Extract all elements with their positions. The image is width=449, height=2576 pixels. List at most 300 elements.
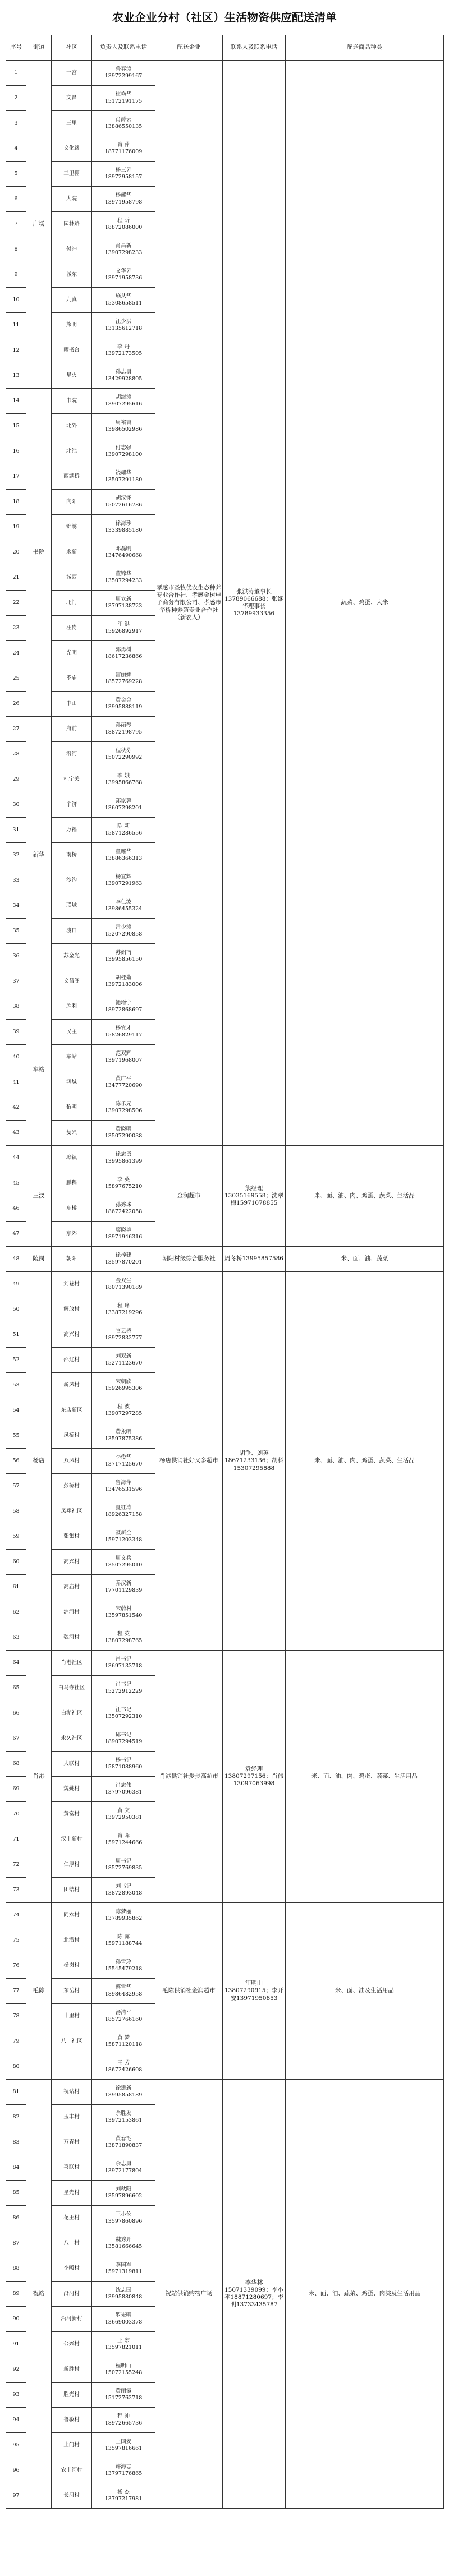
- contact-person-cell: [92, 1423, 155, 1449]
- contact-person-cell: [92, 2357, 155, 2383]
- contact-person-cell: [92, 919, 155, 944]
- community-name: 熊明: [52, 313, 92, 338]
- row-number: 90: [6, 2307, 26, 2332]
- person-phone: 15971203348: [104, 1537, 143, 1543]
- row-number: 34: [6, 893, 26, 919]
- community-name: 西湖桥: [52, 464, 92, 490]
- community-name: 沙沟: [52, 868, 92, 893]
- community-name: 宇济: [52, 792, 92, 818]
- row-number: 77: [6, 1979, 26, 2004]
- person-phone: 13597821011: [104, 2344, 143, 2351]
- person-phone: 18617236866: [104, 653, 143, 660]
- contact-person-cell: [92, 1449, 155, 1474]
- row-number: 30: [6, 792, 26, 818]
- person-name: 王 芳: [117, 2060, 130, 2067]
- row-number: 27: [6, 717, 26, 742]
- person-phone: 13797217981: [104, 2496, 143, 2502]
- row-number: 89: [6, 2282, 26, 2307]
- person-phone: 13507291180: [104, 477, 143, 483]
- contact-person-cell: [92, 1651, 155, 1676]
- person-name: 黄春毛: [115, 2136, 132, 2142]
- community-name: 汪岗: [52, 616, 92, 641]
- person-phone: 13986502986: [104, 426, 143, 432]
- community-name: 祝站村: [52, 2080, 92, 2105]
- row-number: 43: [6, 1121, 26, 1146]
- community-name: 胜利: [52, 994, 92, 1020]
- person-phone: 15172191175: [104, 98, 143, 104]
- community-name: 泸河村: [52, 1600, 92, 1625]
- row-number: 31: [6, 818, 26, 843]
- row-number: 69: [6, 1777, 26, 1802]
- row-number: 41: [6, 1070, 26, 1095]
- row-number: 14: [6, 389, 26, 414]
- person-phone: 13907297285: [104, 1411, 143, 1417]
- table-row: [6, 61, 444, 86]
- community-name: 魏河村: [52, 1625, 92, 1651]
- community-name: 沿河: [52, 742, 92, 767]
- goods-types: 米、面、油、肉、鸡蛋、蔬菜、生活品: [286, 1272, 444, 1651]
- row-number: 5: [6, 162, 26, 187]
- person-phone: 13972183006: [104, 981, 143, 988]
- contact-person-cell: [92, 2458, 155, 2483]
- row-number: 92: [6, 2357, 26, 2383]
- community-name: 沿河新村: [52, 2307, 92, 2332]
- contact-person-cell: [92, 1878, 155, 1903]
- contact-person-cell: [92, 2408, 155, 2433]
- contact-person-cell: [92, 742, 155, 767]
- contact-person-cell: [92, 1575, 155, 1600]
- person-phone: 13995861399: [104, 1158, 143, 1164]
- person-name: 肖昌新: [115, 243, 132, 250]
- person-name: 李仁波: [115, 899, 132, 906]
- row-number: 48: [6, 1247, 26, 1272]
- table-row: [6, 1247, 444, 1272]
- row-number: 83: [6, 2130, 26, 2155]
- person-phone: 15971188744: [104, 1941, 143, 1947]
- community-name: 季庙: [52, 666, 92, 692]
- community-name: 车站: [52, 1045, 92, 1070]
- person-name: 雷丽娜: [115, 672, 132, 679]
- row-number: 75: [6, 1928, 26, 1953]
- contact-person-cell: [92, 464, 155, 490]
- person-name: 黄 文: [117, 1808, 130, 1814]
- contact-person-cell: [92, 363, 155, 389]
- contact-person-cell: [92, 162, 155, 187]
- person-phone: 15545479218: [104, 1966, 143, 1972]
- community-name: 晒书台: [52, 338, 92, 363]
- enterprise-contact: 袁经理13807297156；肖伟13097063998: [223, 1651, 286, 1903]
- person-phone: 18672422058: [104, 1209, 143, 1215]
- contact-person-cell: [92, 262, 155, 288]
- contact-person-cell: [92, 1903, 155, 1928]
- row-number: 68: [6, 1752, 26, 1777]
- community-name: 八一村: [52, 2231, 92, 2256]
- community-name: 城东: [52, 262, 92, 288]
- person-name: 聂新全: [115, 1530, 132, 1537]
- person-name: 官云桥: [115, 1328, 132, 1335]
- row-number: 35: [6, 919, 26, 944]
- row-number: 49: [6, 1272, 26, 1297]
- contact-person-cell: [92, 1095, 155, 1121]
- community-name: 中山: [52, 692, 92, 717]
- contact-person-cell: [92, 1852, 155, 1878]
- person-name: 范双辉: [115, 1050, 132, 1057]
- row-number: 94: [6, 2408, 26, 2433]
- row-number: 4: [6, 136, 26, 162]
- person-phone: 13972177804: [104, 2168, 143, 2174]
- person-name: 孙秀珠: [115, 1202, 132, 1209]
- row-number: 52: [6, 1348, 26, 1373]
- contact-person-cell: [92, 717, 155, 742]
- community-name: 张集村: [52, 1524, 92, 1550]
- row-number: 45: [6, 1171, 26, 1196]
- contact-person-cell: [92, 1272, 155, 1297]
- row-number: 19: [6, 515, 26, 540]
- person-phone: 13971958798: [104, 199, 143, 205]
- person-phone: 18872086000: [104, 224, 143, 231]
- person-phone: 13907291963: [104, 881, 143, 887]
- person-phone: 13886550135: [104, 123, 143, 130]
- community-name: 土门村: [52, 2433, 92, 2458]
- community-name: 解放村: [52, 1297, 92, 1322]
- contact-person-cell: [92, 1953, 155, 1979]
- person-name: 程 英: [117, 1631, 130, 1638]
- community-name: 府前: [52, 717, 92, 742]
- row-number: 37: [6, 969, 26, 994]
- contact-person-cell: [92, 313, 155, 338]
- street-name: 新华: [26, 717, 52, 994]
- person-phone: 13477720690: [104, 1082, 143, 1089]
- table-row: [6, 1146, 444, 1171]
- community-name: 向阳: [52, 490, 92, 515]
- person-name: 孙志勇: [115, 369, 132, 376]
- person-name: 杨耀华: [115, 192, 132, 199]
- person-phone: 13789935862: [104, 1915, 143, 1921]
- table-row: [6, 2080, 444, 2105]
- community-name: 北外: [52, 414, 92, 439]
- contact-person-cell: [92, 1045, 155, 1070]
- contact-person-cell: [92, 893, 155, 919]
- community-name: 农丰河村: [52, 2458, 92, 2483]
- row-number: 50: [6, 1297, 26, 1322]
- goods-types: 米、面、油及生活用品: [286, 1903, 444, 2080]
- community-name: 东岳村: [52, 1979, 92, 2004]
- community-name: 新胜村: [52, 2357, 92, 2383]
- person-name: 陈梦丽: [115, 1909, 132, 1915]
- person-name: 刘双新: [115, 1353, 132, 1360]
- contact-person-cell: [92, 1247, 155, 1272]
- supply-table: [6, 35, 444, 2509]
- person-name: 乔汉新: [115, 1580, 132, 1587]
- row-number: 58: [6, 1499, 26, 1524]
- row-number: 21: [6, 565, 26, 591]
- person-name: 夏红涛: [115, 1505, 132, 1512]
- person-name: 黄 梦: [117, 2035, 130, 2042]
- row-number: 64: [6, 1651, 26, 1676]
- contact-person-cell: [92, 1297, 155, 1322]
- contact-person-cell: [92, 616, 155, 641]
- street-name: 书院: [26, 389, 52, 717]
- row-number: 10: [6, 288, 26, 313]
- person-name: 王 宏: [117, 2338, 130, 2344]
- person-name: 董锦华: [115, 571, 132, 578]
- enterprise-contact: 胡争、刘英18671233136；胡科15307295888: [223, 1272, 286, 1651]
- person-name: 肖书记: [115, 1656, 132, 1663]
- community-name: 朝阳: [52, 1247, 92, 1272]
- community-name: 同欢村: [52, 1903, 92, 1928]
- person-name: 陈 露: [117, 1934, 130, 1941]
- person-phone: 13476490668: [104, 552, 143, 559]
- person-name: 余胜发: [115, 2110, 132, 2117]
- community-name: 永久社区: [52, 1726, 92, 1752]
- person-name: 程 波: [117, 1404, 130, 1411]
- street-name: 毛陈: [26, 1903, 52, 2080]
- row-number: 81: [6, 2080, 26, 2105]
- row-number: 40: [6, 1045, 26, 1070]
- person-phone: 13907298100: [104, 451, 143, 458]
- person-phone: 13597860896: [104, 2218, 143, 2224]
- row-number: 51: [6, 1322, 26, 1348]
- community-name: 城西: [52, 565, 92, 591]
- person-phone: 15072616786: [104, 502, 143, 508]
- row-number: 73: [6, 1878, 26, 1903]
- contact-person-cell: [92, 1020, 155, 1045]
- person-phone: 13971968007: [104, 1057, 143, 1063]
- contact-person-cell: [92, 843, 155, 868]
- contact-person-cell: [92, 2383, 155, 2408]
- person-phone: 18926327158: [104, 1512, 143, 1518]
- contact-person-cell: [92, 1196, 155, 1222]
- contact-person-cell: [92, 2433, 155, 2458]
- person-name: 胡桂菊: [115, 975, 132, 981]
- contact-person-cell: [92, 2155, 155, 2181]
- person-name: 胡海涛: [115, 394, 132, 401]
- person-phone: 18872198795: [104, 729, 143, 735]
- person-phone: 15172762718: [104, 2395, 143, 2401]
- person-name: 李 英: [117, 1177, 130, 1183]
- row-number: 86: [6, 2206, 26, 2231]
- community-name: 高兴村: [52, 1550, 92, 1575]
- community-name: 大院: [52, 187, 92, 212]
- header-row: [6, 35, 444, 61]
- table-row: [6, 1272, 444, 1297]
- person-name: 肖 晖: [117, 1833, 130, 1840]
- row-number: 59: [6, 1524, 26, 1550]
- street-name: 祝站: [26, 2080, 52, 2509]
- person-name: 徐建新: [115, 2085, 132, 2092]
- person-phone: 13717125670: [104, 1461, 143, 1467]
- person-name: 陈 莉: [117, 823, 130, 830]
- person-name: 李俊华: [115, 1454, 132, 1461]
- contact-person-cell: [92, 2181, 155, 2206]
- person-phone: 13995888119: [104, 704, 143, 710]
- row-number: 23: [6, 616, 26, 641]
- person-name: 王国安: [115, 2439, 132, 2445]
- person-name: 李 丹: [117, 344, 130, 351]
- row-number: 72: [6, 1852, 26, 1878]
- row-number: 80: [6, 2054, 26, 2080]
- community-name: 李畈村: [52, 2256, 92, 2282]
- row-number: 61: [6, 1575, 26, 1600]
- person-phone: 13872893048: [104, 1890, 143, 1896]
- row-number: 29: [6, 767, 26, 792]
- person-phone: 18907294519: [104, 1739, 143, 1745]
- community-name: 鲁敏村: [52, 2408, 92, 2433]
- contact-person-cell: [92, 389, 155, 414]
- person-name: 郭勇树: [115, 647, 132, 653]
- row-number: 70: [6, 1802, 26, 1827]
- contact-person-cell: [92, 1726, 155, 1752]
- person-phone: 13507295010: [104, 1562, 143, 1568]
- row-number: 33: [6, 868, 26, 893]
- person-name: 梅艳华: [115, 91, 132, 98]
- contact-person-cell: [92, 490, 155, 515]
- delivery-enterprise: 朝阳村级综合服务社: [155, 1247, 223, 1272]
- row-number: 79: [6, 2029, 26, 2054]
- goods-types: 米、面、油、肉、鸡蛋、蔬菜、生活用品: [286, 1651, 444, 1903]
- col-header: 负责人及联系电话: [92, 35, 155, 61]
- contact-person-cell: [92, 868, 155, 893]
- person-phone: 13581666645: [104, 2243, 143, 2250]
- row-number: 46: [6, 1196, 26, 1222]
- row-number: 28: [6, 742, 26, 767]
- person-phone: 18672426608: [104, 2067, 143, 2073]
- community-name: 复兴: [52, 1121, 92, 1146]
- person-name: 罗光明: [115, 2312, 132, 2319]
- contact-person-cell: [92, 2256, 155, 2282]
- person-name: 黄晓明: [115, 1126, 132, 1133]
- person-phone: 15308658511: [104, 300, 143, 306]
- community-name: 东郊: [52, 1222, 92, 1247]
- person-phone: 13387219296: [104, 1310, 143, 1316]
- row-number: 11: [6, 313, 26, 338]
- person-name: 徐海珍: [115, 520, 132, 527]
- contact-person-cell: [92, 591, 155, 616]
- person-phone: 13972950381: [104, 1814, 143, 1821]
- row-number: 62: [6, 1600, 26, 1625]
- person-phone: 13669003378: [104, 2319, 143, 2325]
- person-name: 廖晓艳: [115, 1227, 132, 1234]
- contact-person-cell: [92, 2054, 155, 2080]
- person-name: 杨 杰: [117, 2489, 130, 2496]
- person-name: 雷少涛: [115, 924, 132, 931]
- person-name: 饶耀华: [115, 470, 132, 477]
- goods-types: 蔬菜、鸡蛋、大米: [286, 61, 444, 1146]
- col-header: 序号: [6, 35, 26, 61]
- person-phone: 18071390189: [104, 1284, 143, 1291]
- community-name: 肖港社区: [52, 1651, 92, 1676]
- row-number: 36: [6, 944, 26, 969]
- enterprise-contact: 李华林15071339099；李小平18871280697；李 明13733435787: [223, 2080, 286, 2509]
- person-name: 许海志: [115, 2464, 132, 2471]
- person-phone: 13597870201: [104, 1259, 143, 1265]
- document-title: 农业企业分村（社区）生活物资供应配送清单: [112, 11, 337, 24]
- contact-person-cell: [92, 111, 155, 136]
- delivery-enterprise: 孝感市圣牧优农生态种养专业合作社、孝感金树电子商务有限公司、孝感市华桥种养殖专业合作社（新农人）: [155, 61, 223, 1146]
- community-name: 白湖社区: [52, 1701, 92, 1726]
- enterprise-contact: 汪明山13807290915；李开安13971950853: [223, 1903, 286, 2080]
- contact-person-cell: [92, 136, 155, 162]
- contact-person-cell: [92, 2206, 155, 2231]
- person-phone: 15826829117: [104, 1032, 143, 1038]
- street-name: 杨店: [26, 1272, 52, 1651]
- row-number: 55: [6, 1423, 26, 1449]
- delivery-enterprise: 祝站供销购物广场: [155, 2080, 223, 2509]
- person-name: 程 冲: [117, 2413, 130, 2420]
- community-name: 永新: [52, 540, 92, 565]
- person-name: 鲁海萍: [115, 1480, 132, 1486]
- community-name: 星光村: [52, 2181, 92, 2206]
- person-phone: 15971244666: [104, 1840, 143, 1846]
- community-name: 凤桥村: [52, 1423, 92, 1449]
- person-name: 徐志勇: [115, 1151, 132, 1158]
- community-name: 一宫: [52, 61, 92, 86]
- row-number: 7: [6, 212, 26, 237]
- row-number: 13: [6, 363, 26, 389]
- col-header: 社区: [52, 35, 92, 61]
- row-number: 1: [6, 61, 26, 86]
- row-number: 93: [6, 2383, 26, 2408]
- contact-person-cell: [92, 994, 155, 1020]
- row-number: 96: [6, 2458, 26, 2483]
- delivery-enterprise: 毛陈供销社金润超市: [155, 1903, 223, 2080]
- row-number: 8: [6, 237, 26, 262]
- contact-person-cell: [92, 515, 155, 540]
- person-phone: 15871286556: [104, 830, 143, 836]
- street-name: 肖港: [26, 1651, 52, 1903]
- person-phone: 13429928805: [104, 376, 143, 382]
- delivery-enterprise: 肖港供销社步步高超市: [155, 1651, 223, 1903]
- row-number: 67: [6, 1726, 26, 1752]
- person-phone: 13907298233: [104, 250, 143, 256]
- row-number: 53: [6, 1373, 26, 1398]
- contact-person-cell: [92, 212, 155, 237]
- contact-person-cell: [92, 792, 155, 818]
- person-name: 肖志伟: [115, 1782, 132, 1789]
- person-name: 孙雪玲: [115, 1959, 132, 1966]
- contact-person-cell: [92, 338, 155, 363]
- contact-person-cell: [92, 1373, 155, 1398]
- contact-person-cell: [92, 1499, 155, 1524]
- community-name: 杨岗村: [52, 1953, 92, 1979]
- contact-person-cell: [92, 1070, 155, 1095]
- person-name: 周书记: [115, 1858, 132, 1865]
- row-number: 78: [6, 2004, 26, 2029]
- person-name: 付志强: [115, 445, 132, 451]
- community-name: 东桥: [52, 1196, 92, 1222]
- col-header: 联系人及联系电话: [223, 35, 286, 61]
- person-phone: 18572769835: [104, 1865, 143, 1871]
- person-name: 黄永明: [115, 1429, 132, 1436]
- person-phone: 18972832777: [104, 1335, 143, 1341]
- person-phone: 15207290858: [104, 931, 143, 937]
- community-name: 喜联村: [52, 2155, 92, 2181]
- community-name: 文昌阁: [52, 969, 92, 994]
- row-number: 66: [6, 1701, 26, 1726]
- row-number: 85: [6, 2181, 26, 2206]
- person-name: 汪 洪: [117, 621, 130, 628]
- person-phone: 18972868697: [104, 1007, 143, 1013]
- community-name: 渡口: [52, 919, 92, 944]
- person-name: 杨宜才: [115, 1025, 132, 1032]
- contact-person-cell: [92, 1777, 155, 1802]
- row-number: 42: [6, 1095, 26, 1121]
- col-header: 配送企业: [155, 35, 223, 61]
- person-name: 杨宜辉: [115, 874, 132, 881]
- contact-person-cell: [92, 1146, 155, 1171]
- community-name: 文昌: [52, 86, 92, 111]
- person-phone: 13886366313: [104, 855, 143, 861]
